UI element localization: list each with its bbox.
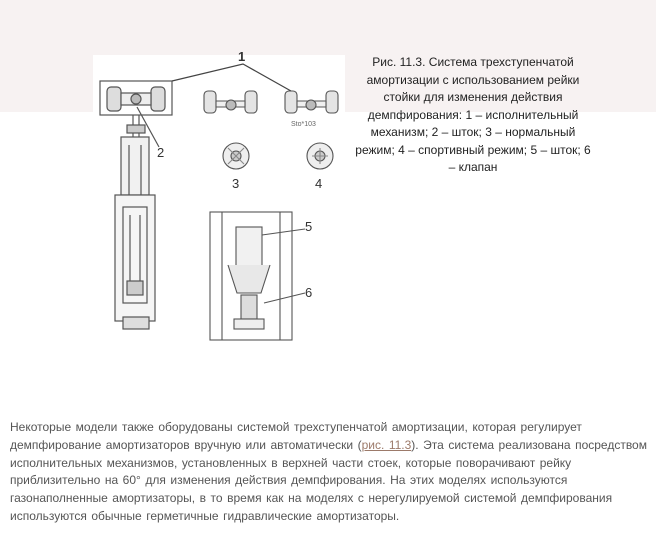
callout-4: 4 xyxy=(315,176,323,191)
callout-3: 3 xyxy=(232,176,240,191)
figure-link[interactable]: рис. 11.3 xyxy=(361,437,412,452)
paragraph-text-before: Некоторые модели также оборудованы системой трехступенчатой амортизации, которая регулирует демпфирование амортизаторов вручную или автоматически ( xyxy=(10,420,582,452)
callout-6: 6 xyxy=(305,285,313,300)
callout-2: 2 xyxy=(157,145,165,160)
figure-11-3 xyxy=(93,49,345,345)
figure-marking: Sto*103 xyxy=(291,121,316,128)
callout-5: 5 xyxy=(305,219,313,234)
article-paragraph xyxy=(10,419,648,526)
caption-text: Рис. 11.3. Система трехступенчатой амортизации с использованием рейки стойки для изменения действия демпфирования: 1 – исполнительный механизм; 2 – шток; 3 – нормальный режим; 4 – спортивный режим; 5 – шток; 6 – клапан xyxy=(355,55,591,174)
callout-1: 1 xyxy=(238,49,246,64)
shock-absorber-diagram xyxy=(93,55,345,345)
figure-caption xyxy=(352,54,594,177)
paragraph-text-after: ). Эта система реализована посредством исполнительных механизмов, установленных в верхней части стоек, которые поворачивают рейку приблизительно на 60° для изменения действия демпфирования. На этих моделях используются газонаполненные амортизаторы, в то время как на моделях с нерегулируемой системой демпфирования используются обычные герметичные гидравлические амортизаторы. xyxy=(10,437,647,523)
